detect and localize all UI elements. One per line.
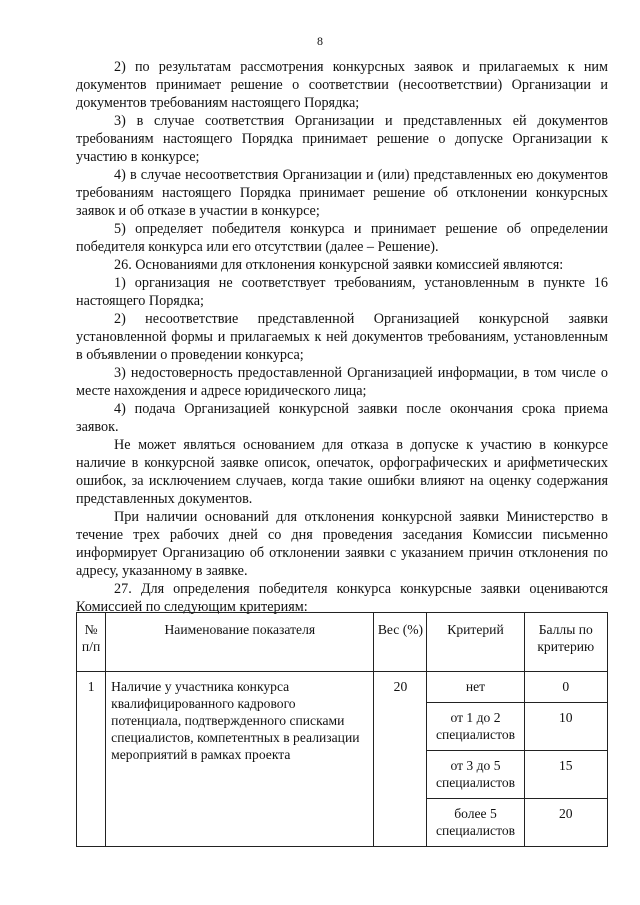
paragraph: 2) несоответствие представленной Организацией конкурсной заявки установленной формы и прилагаемых к ней документов требованиям, установленным в объявлении о проведении конкурса; — [76, 311, 608, 363]
paragraph: 4) в случае несоответствия Организации и (или) представленных ею документов требованиям настоящего Порядка принимает решение об отклонении конкурсных заявок и об отказе в участии в конкурсе; — [76, 167, 608, 219]
cell-criterion: нет — [427, 672, 524, 703]
criteria-table — [76, 612, 608, 847]
document-body — [76, 58, 608, 616]
header-points: Баллы по критерию — [524, 613, 607, 672]
header-num: № п/п — [77, 613, 106, 672]
header-criterion: Критерий — [427, 613, 524, 672]
cell-criterion: от 3 до 5 специалистов — [427, 751, 524, 799]
header-name: Наименование показателя — [106, 613, 374, 672]
paragraph: При наличии оснований для отклонения конкурсной заявки Министерство в течение трех рабочих дней со дня проведения заседания Комиссии письменно информирует Организацию об отклонении заявки с указанием причин отклонения по адресу, указанному в заявке. — [76, 509, 608, 579]
paragraph: 2) по результатам рассмотрения конкурсных заявок и прилагаемых к ним документов принимает решение о соответствии (несоответствии) Организации и документов требованиям настоящего Порядка; — [76, 59, 608, 111]
cell-points: 0 — [524, 672, 607, 703]
paragraph: 3) недостоверность предоставленной Организацией информации, в том числе о месте нахождения и адресе юридического лица; — [76, 365, 608, 399]
cell-points: 20 — [524, 799, 607, 847]
cell-criterion: от 1 до 2 специалистов — [427, 703, 524, 751]
page-number: 8 — [317, 34, 323, 48]
cell-points: 10 — [524, 703, 607, 751]
cell-num: 1 — [77, 672, 106, 847]
cell-weight: 20 — [374, 672, 427, 847]
paragraph: Не может являться основанием для отказа в допуске к участию в конкурсе наличие в конкурсной заявке описок, опечаток, орфографических и арифметических ошибок, за исключением случаев, когда такие ошибки влияют на оценку содержания представленных документов. — [76, 437, 608, 507]
paragraph: 1) организация не соответствует требованиям, установленным в пункте 16 настоящего Порядка; — [76, 275, 608, 309]
paragraph: 5) определяет победителя конкурса и принимает решение об определении победителя конкурса или его отсутствии (далее – Решение). — [76, 221, 608, 255]
paragraph: 3) в случае соответствия Организации и представленных ей документов требованиям настоящего Порядка принимает решение о допуске Организации к участию в конкурсе; — [76, 113, 608, 165]
cell-criterion: более 5 специалистов — [427, 799, 524, 847]
cell-points: 15 — [524, 751, 607, 799]
cell-name: Наличие у участника конкурса квалифицированного кадрового потенциала, подтвержденного списками специалистов, компетентных в реализации мероприятий в рамках проекта — [106, 672, 374, 847]
table-header-row — [77, 613, 608, 672]
header-weight: Вес (%) — [374, 613, 427, 672]
paragraph: 27. Для определения победителя конкурса конкурсные заявки оцениваются Комиссией по следующим критериям: — [76, 581, 608, 615]
paragraph: 26. Основаниями для отклонения конкурсной заявки комиссией являются: — [114, 257, 564, 273]
paragraph: 4) подача Организацией конкурсной заявки после окончания срока приема заявок. — [76, 401, 608, 435]
table-row — [77, 672, 608, 703]
